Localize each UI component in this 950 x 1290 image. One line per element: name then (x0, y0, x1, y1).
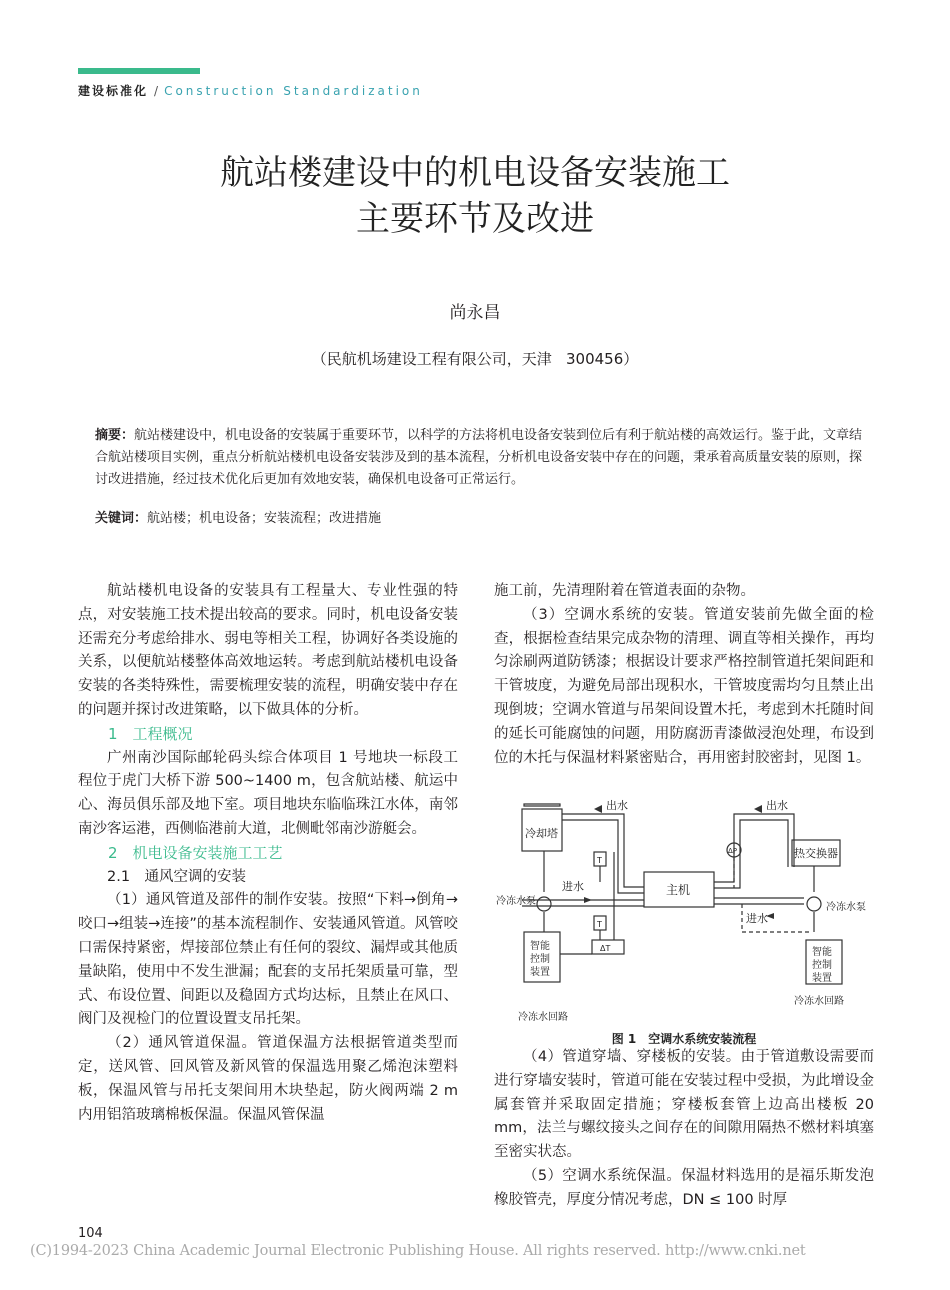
right-column-bottom (494, 1046, 874, 1213)
arrow-in-left (584, 897, 592, 903)
label-heat-exchanger: 热交换器 (794, 847, 838, 860)
intro-paragraph: 航站楼机电设备的安装具有工程量大、专业性强的特点，对安装施工技术提出较高的要求。同时，机电设备安装还需充分考虑给排水、弱电等相关工程，协调好各类设施的关系，以便航站楼整体高效地运转。考虑到航站楼机电设备安装的各类特殊性，需要梳理安装的流程，明确安装中存在的问题并探讨改进策略，以下做具体的分析。 (78, 583, 458, 718)
section-tag (78, 82, 423, 99)
arrow-out-left (594, 805, 602, 813)
left-column (78, 580, 458, 1127)
sensor-t-bottom-label: T (597, 920, 602, 929)
title-line-1: 航站楼建设中的机电设备安装施工 (220, 153, 730, 193)
label-return-right: 冷冻水回路 (794, 996, 844, 1007)
label-main-unit: 主机 (666, 883, 691, 897)
label-in-right: 进水 (746, 912, 768, 925)
abstract-label: 摘要： (95, 428, 135, 443)
label-in-left: 进水 (562, 880, 584, 893)
ctrl-left-l1: 智能 (530, 941, 550, 952)
continued-paragraph: 施工前，先清理附着在管道表面的杂物。 (494, 583, 755, 599)
label-cooling-tower: 冷却塔 (525, 827, 558, 840)
water-insulation-paragraph: （5）空调水系统保温。保温材料选用的是福乐斯发泡橡胶管壳，厚度分情况考虑，DN ≤ 100 时厚 (494, 1167, 874, 1208)
article-title (0, 150, 950, 242)
affiliation: （民航机场建设工程有限公司，天津 300456） (311, 350, 639, 368)
label-pump-right: 冷冻水泵 (826, 902, 866, 913)
arrow-out-right (754, 805, 762, 813)
label-return-left: 冷冻水回路 (518, 1012, 568, 1023)
abstract (95, 425, 865, 491)
section-tag-en: Construction Standardization (164, 84, 423, 98)
label-out-left: 出水 (606, 799, 628, 812)
pipe-wall-paragraph: （4）管道穿墙、穿楼板的安装。由于管道敷设需要而进行穿墙安装时，管道可能在安装过程中受损，为此增设金属套管并采取固定措施；穿楼板套管上边高出楼板 20 mm，法兰与螺纹接头之间存在的间隙用隔热不燃材料填塞至密实状态。 (494, 1049, 874, 1161)
page-number: 104 (78, 1226, 103, 1241)
abstract-text: 航站楼建设中，机电设备的安装属于重要环节，以科学的方法将机电设备安装到位后有利于航站楼的高效运行。鉴于此，文章结合航站楼项目实例，重点分析航站楼机电设备安装涉及到的基本流程，分析机电设备安装中存在的问题，秉承着高质量安装的原则，探讨改进措施，经过技术优化后更加有效地安装，确保机电设备可正常运行。 (95, 428, 863, 487)
duct-fabrication-paragraph: （1）通风管道及部件的制作安装。按照“下料→倒角→咬口→组装→连接”的基本流程制作、安装通风管道。风管咬口需保持紧密，焊接部位禁止有任何的裂纹、漏焊或其他质量缺陷，使用中不发生泄漏；配套的支吊托架质量可靠，型式、布设位置、间距以及稳固方式均达标，且禁止在风口、阀门及视检门的位置设置支吊托架。 (78, 892, 458, 1028)
label-pump-left: 冷冻水泵 (496, 896, 536, 907)
header-accent-bar (78, 68, 200, 74)
copyright-footer: (C)1994-2023 China Academic Journal Electronic Publishing House. All rights reserved. http://www.cnki.net (30, 1243, 806, 1259)
sensor-dt-label: ΔT (600, 944, 611, 953)
ctrl-left-l3: 装置 (530, 967, 550, 978)
section-tag-separator: / (154, 84, 159, 98)
overview-paragraph: 广州南沙国际邮轮码头综合体项目 1 号地块一标段工程位于虎门大桥下游 500~1400 m，包含航站楼、航运中心、海员俱乐部及地下室。项目地块东临临珠江水体，南邻南沙客运港，西侧临港前大道，北侧毗邻南沙游艇会。 (78, 749, 458, 837)
heading-2: 2 机电设备安装施工工艺 (108, 843, 283, 862)
right-column-top (494, 580, 874, 770)
keywords (95, 508, 865, 530)
ctrl-right-l3: 装置 (812, 973, 832, 984)
cooling-tower-top (524, 804, 560, 806)
left-pump (537, 897, 551, 911)
keywords-text: 航站楼；机电设备；安装流程；改进措施 (147, 511, 382, 526)
ctrl-right-l2: 控制 (812, 960, 832, 971)
ctrl-right-l1: 智能 (812, 947, 832, 958)
keywords-label: 关键词： (95, 511, 148, 526)
section-tag-zh: 建设标准化 (78, 84, 149, 98)
ctrl-left-l2: 控制 (530, 954, 550, 965)
label-out-right: 出水 (766, 799, 788, 812)
right-pump (807, 897, 821, 911)
heading-2-1: 2.1 通风空调的安装 (107, 868, 247, 885)
title-line-2: 主要环节及改进 (356, 199, 594, 239)
sensor-t-top-label: T (597, 856, 602, 865)
author: 尚永昌 (449, 303, 501, 323)
hvac-water-system-diagram (494, 792, 884, 1024)
sensor-dp-label: ΔP (728, 847, 738, 855)
duct-insulation-paragraph: （2）通风管道保温。管道保温方法根据管道类型而定，送风管、回风管及新风管的保温选用聚乙烯泡沫塑料板，保温风管与吊托支架间用木块垫起，防火阀两端 2 m 内用铝箔玻璃棉板保温。保温风管保温 (78, 1035, 458, 1123)
chilled-water-paragraph: （3）空调水系统的安装。管道安装前先做全面的检查，根据检查结果完成杂物的清理、调直等相关操作，再均匀涂刷两道防锈漆；根据设计要求严格控制管道托架间距和干管坡度，为避免局部出现积水，干管坡度需均匀且禁止出现倒坡；空调水管道与吊架间设置木托，考虑到木托随时间的延长可能腐蚀的问题，用防腐沥青漆做浸泡处理，布设到位的木托与保温材料紧密贴合，再用密封胶密封，见图 1。 (494, 606, 874, 766)
heading-1: 1 工程概况 (108, 724, 193, 743)
figure-caption: 图 1 空调水系统安装流程 (611, 1032, 757, 1046)
